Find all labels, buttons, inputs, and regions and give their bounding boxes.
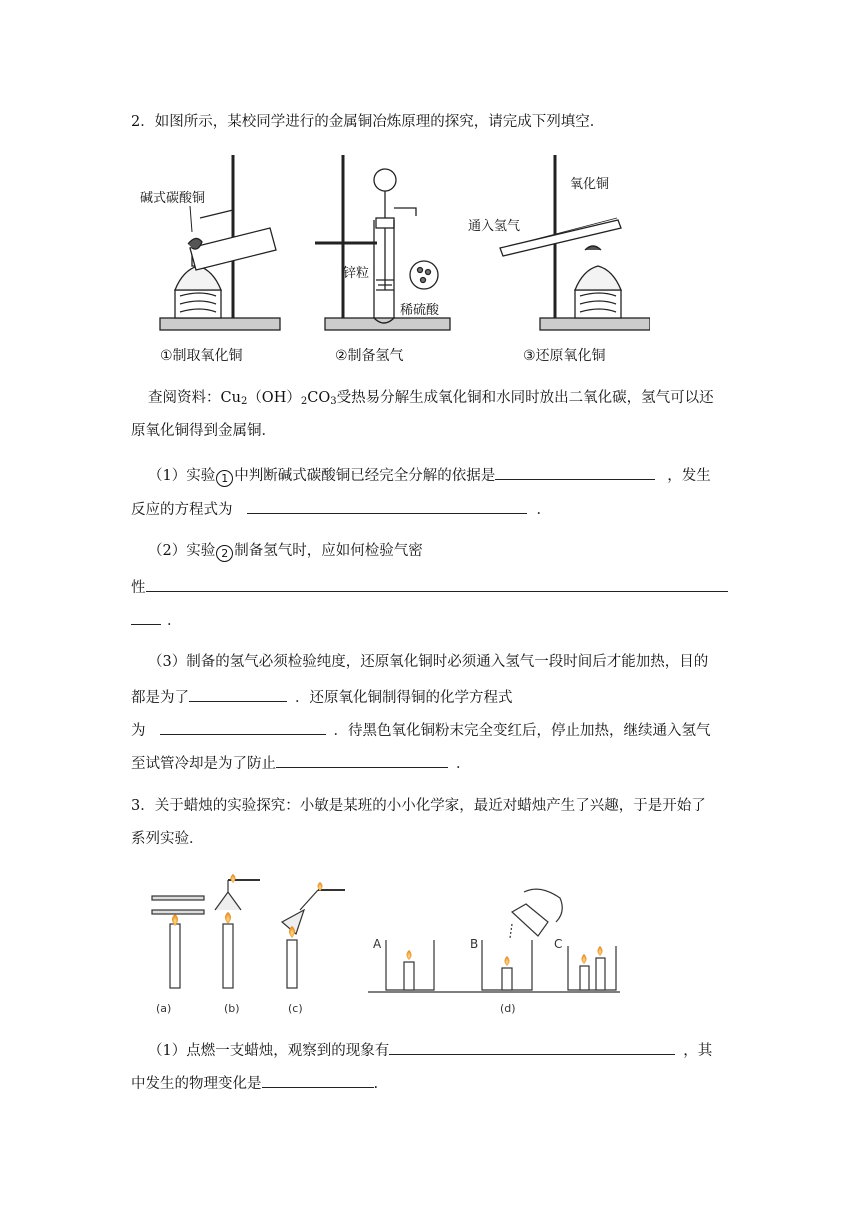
caption-3: ③还原氧化铜 bbox=[523, 348, 606, 364]
beaker-label-c: C bbox=[554, 937, 563, 951]
candle-a bbox=[152, 896, 204, 988]
q2-part2-line2: 性 bbox=[131, 576, 728, 598]
q3-part1-line1: （1）点燃一支蜡烛，观察到的现象有 ，其 bbox=[148, 1039, 712, 1061]
label-copper-oxide: 氧化铜 bbox=[570, 177, 610, 192]
beakers-d bbox=[368, 889, 620, 992]
q2-part2-line3: ． bbox=[131, 609, 182, 631]
q2-reference-line1: 查阅资料：$Cu_2(OH)_2CO_3$受热易分解生成氧化铜和水同时放出二氧化碳，氢气可以还 bbox=[148, 390, 714, 407]
answer-blank[interactable] bbox=[495, 464, 655, 480]
q3-intro-line1: 3．关于蜡烛的实验探究：小敏是某班的小小化学家，最近对蜡烛产生了兴趣，于是开始了 bbox=[131, 798, 706, 814]
fig-label-b: (b) bbox=[224, 1002, 240, 1015]
q2-part3-line1: （3）制备的氢气必须检验纯度，还原氧化铜时必须通入氢气一段时间后才能加热，目的 bbox=[148, 654, 709, 670]
fig-label-d: (d) bbox=[500, 1002, 516, 1015]
beaker-label-a: A bbox=[373, 937, 382, 951]
caption-2: ②制备氢气 bbox=[335, 348, 404, 364]
q2-part1-line2: 反应的方程式为 ． bbox=[131, 498, 551, 520]
answer-blank[interactable] bbox=[131, 609, 161, 625]
q3-intro-line2: 系列实验． bbox=[131, 831, 204, 847]
fig-label-c: (c) bbox=[288, 1002, 303, 1015]
q2-intro: 2．如图所示，某校同学进行的金属铜冶炼原理的探究，请完成下列填空． bbox=[131, 114, 605, 130]
candle-b bbox=[215, 874, 260, 988]
q2-part3-line3: 为 ．待黑色氧化铜粉末完全变红后，停止加热，继续通入氢气 bbox=[131, 719, 711, 741]
q2-apparatus-figure bbox=[130, 150, 650, 370]
q2-part1-line1: （1）实验 1 中判断碱式碳酸铜已经完全分解的依据是 ，发生 bbox=[148, 464, 711, 487]
answer-blank[interactable] bbox=[146, 576, 728, 592]
label-zinc: 锌粒 bbox=[343, 266, 370, 281]
q2-part3-line2: 都是为了 ．还原氧化铜制得铜的化学方程式 bbox=[131, 686, 513, 708]
fig-label-a: (a) bbox=[156, 1002, 172, 1015]
answer-blank[interactable] bbox=[276, 752, 448, 768]
answer-blank[interactable] bbox=[189, 686, 287, 702]
label-basic-copper-carbonate: 碱式碳酸铜 bbox=[140, 191, 206, 206]
caption-1: ①制取氧化铜 bbox=[160, 348, 243, 364]
q2-part3-line4: 至试管冷却是为了防止 ． bbox=[131, 752, 471, 774]
q2-reference-line2: 原氧化铜得到金属铜． bbox=[131, 423, 276, 439]
candle-c bbox=[282, 882, 345, 988]
q3-candle-figure bbox=[140, 862, 640, 1022]
beaker-label-b: B bbox=[470, 937, 479, 951]
q3-part1-line2: 中发生的物理变化是 . bbox=[131, 1072, 378, 1094]
q2-part2-line1: （2）实验 2 制备氢气时，应如何检验气密 bbox=[148, 543, 423, 560]
apparatus-decomposition bbox=[160, 155, 280, 330]
answer-blank[interactable] bbox=[160, 719, 326, 735]
answer-blank[interactable] bbox=[262, 1072, 374, 1088]
label-hydrogen-inlet: 通入氢气 bbox=[468, 219, 521, 234]
answer-blank[interactable] bbox=[389, 1039, 675, 1055]
answer-blank[interactable] bbox=[247, 498, 527, 514]
label-dilute-sulfuric-acid: 稀硫酸 bbox=[400, 303, 440, 318]
